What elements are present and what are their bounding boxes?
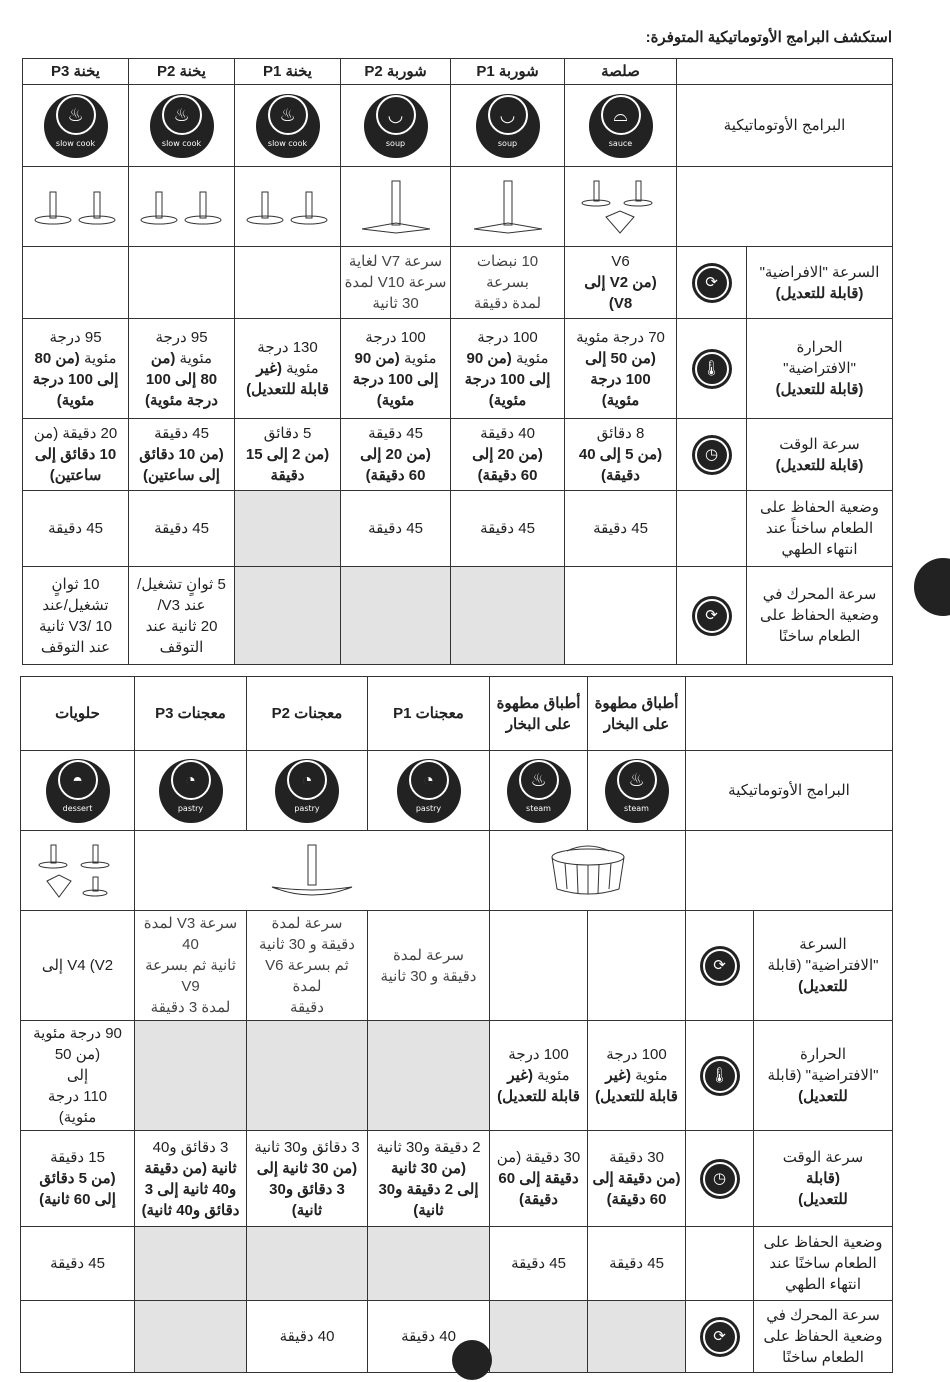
speed-sauce: V6 (من V2 إلى V8) bbox=[565, 247, 677, 319]
header-steam-1: أطباق مطهوة على البخار bbox=[588, 677, 686, 751]
time-soup-p1: 40 دقيقة (من 20 إلى 60 دقيقة) bbox=[451, 419, 565, 491]
kneading-blade-icon bbox=[135, 831, 490, 911]
timer-icon: ◷ bbox=[692, 435, 732, 475]
speed-icon: ⟳ bbox=[700, 946, 740, 986]
table-row bbox=[23, 491, 893, 567]
temp-label: الحرارة "الافتراضية" (قابلة للتعديل) bbox=[747, 319, 893, 419]
table-row bbox=[23, 59, 893, 85]
time-stew-p3: 20 دقيقة (من 10 دقائق إلى ساعتين) bbox=[23, 419, 129, 491]
empty-cell bbox=[686, 1227, 754, 1301]
empty-cell bbox=[451, 567, 565, 665]
speed-soup-p2: سرعة V7 لغاية سرعة V10 لمدة 30 ثانية bbox=[341, 247, 451, 319]
time-pastry-p1: 2 دقيقة و30 ثانية (من 30 ثانية إلى 2 دقيقة و30 ثانية) bbox=[368, 1131, 490, 1227]
pastry-icon: ◔ pastry bbox=[397, 759, 461, 823]
table-row bbox=[21, 1021, 893, 1131]
header-sauce: صلصة bbox=[565, 59, 677, 85]
empty-cell bbox=[235, 567, 341, 665]
slow-cook-icon: ♨ slow cook bbox=[44, 94, 108, 158]
empty-cell bbox=[686, 831, 893, 911]
motor-stew-p2: 5 ثوانٍ تشغيل/ عند V3/ 20 ثانية عند التوقف bbox=[129, 567, 235, 665]
header-empty bbox=[686, 677, 893, 751]
keepwarm-soup-p2: 45 دقيقة bbox=[341, 491, 451, 567]
temp-sauce: 70 درجة مئوية (من 50 إلى 100 درجة مئوية) bbox=[565, 319, 677, 419]
motor-pastry-p2: 40 دقيقة bbox=[247, 1301, 368, 1373]
keepwarm-steam-2: 45 دقيقة bbox=[490, 1227, 588, 1301]
thermometer-icon: 🌡 bbox=[692, 349, 732, 389]
speed-dessert: V4 (V2 إلى bbox=[21, 911, 135, 1021]
keepwarm-steam-1: 45 دقيقة bbox=[588, 1227, 686, 1301]
table-row bbox=[23, 319, 893, 419]
speed-icon: ⟳ bbox=[692, 263, 732, 303]
time-dessert: 15 دقيقة (من 5 دقائق إلى 60 ثانية) bbox=[21, 1131, 135, 1227]
time-pastry-p2: 3 دقائق و30 ثانية (من 30 ثانية إلى 3 دقائق و30 ثانية) bbox=[247, 1131, 368, 1227]
empty-cell bbox=[588, 911, 686, 1021]
empty-cell bbox=[588, 1301, 686, 1373]
table-row bbox=[23, 167, 893, 247]
pastry-icon: ◔ pastry bbox=[275, 759, 339, 823]
header-soup-p1: شوربة P1 bbox=[451, 59, 565, 85]
empty-cell bbox=[565, 567, 677, 665]
motor-label: سرعة المحرك في وضعية الحفاظ على الطعام ساخنًا bbox=[754, 1301, 893, 1373]
empty-cell bbox=[21, 1301, 135, 1373]
mixing-blade-icon bbox=[129, 167, 235, 247]
header-stew-p2: يخنة P2 bbox=[129, 59, 235, 85]
temp-soup-p1: 100 درجة مئوية (من 90 إلى 100 درجة مئوية) bbox=[451, 319, 565, 419]
time-stew-p1: 5 دقائق (من 2 إلى 15 دقيقة bbox=[235, 419, 341, 491]
keepwarm-dessert: 45 دقيقة bbox=[21, 1227, 135, 1301]
empty-cell bbox=[368, 1227, 490, 1301]
empty-cell bbox=[247, 1021, 368, 1131]
temp-steam-2: 100 درجة مئوية (غير قابلة للتعديل) bbox=[490, 1021, 588, 1131]
programs-table-1 bbox=[22, 58, 893, 665]
speed-label: السرعة "الافراضية" (قابلة للتعديل) bbox=[747, 247, 893, 319]
empty-cell bbox=[368, 1021, 490, 1131]
empty-cell bbox=[677, 167, 893, 247]
time-sauce: 8 دقائق (من 5 إلى 40 دقيقة) bbox=[565, 419, 677, 491]
blade-icon bbox=[341, 167, 451, 247]
header-pastry-p3: معجنات P3 bbox=[135, 677, 247, 751]
temp-stew-p2: 95 درجة مئوية (من 80 إلى 100 درجة مئوية) bbox=[129, 319, 235, 419]
header-steam-2: أطباق مطهوة على البخار bbox=[490, 677, 588, 751]
temp-stew-p3: 95 درجة مئوية (من 80 إلى 100 درجة مئوية) bbox=[23, 319, 129, 419]
keepwarm-sauce: 45 دقيقة bbox=[565, 491, 677, 567]
header-pastry-p2: معجنات P2 bbox=[247, 677, 368, 751]
temp-stew-p1: 130 درجة مئوية (غير قابلة للتعديل) bbox=[235, 319, 341, 419]
accessories-icon bbox=[21, 831, 135, 911]
temp-soup-p2: 100 درجة مئوية (من 90 إلى 100 درجة مئوية) bbox=[341, 319, 451, 419]
steam-icon: ♨ steam bbox=[605, 759, 669, 823]
empty-cell bbox=[247, 1227, 368, 1301]
empty-cell bbox=[135, 1021, 247, 1131]
time-steam-2: 30 دقيقة (من دقيقة إلى 60 دقيقة) bbox=[490, 1131, 588, 1227]
empty-cell bbox=[23, 247, 129, 319]
programs-table-2 bbox=[20, 676, 893, 1373]
steam-icon: ♨ steam bbox=[507, 759, 571, 823]
header-stew-p3: يخنة P3 bbox=[23, 59, 129, 85]
header-soup-p2: شوربة P2 bbox=[341, 59, 451, 85]
programs-label: البرامج الأوتوماتيكية bbox=[686, 751, 893, 831]
steam-basket-icon bbox=[490, 831, 686, 911]
empty-cell bbox=[490, 1301, 588, 1373]
time-steam-1: 30 دقيقة (من دقيقة إلى 60 دقيقة) bbox=[588, 1131, 686, 1227]
time-label: سرعة الوقت (قابلة للتعديل) bbox=[754, 1131, 893, 1227]
time-stew-p2: 45 دقيقة (من 10 دقائق إلى ساعتين) bbox=[129, 419, 235, 491]
temp-dessert: 90 درجة مئوية (من 50 إلى 110 درجة مئوية) bbox=[21, 1021, 135, 1131]
keepwarm-stew-p3: 45 دقيقة bbox=[23, 491, 129, 567]
empty-cell bbox=[135, 1301, 247, 1373]
table-row bbox=[21, 1227, 893, 1301]
side-tab-marker bbox=[914, 558, 950, 616]
table-row bbox=[23, 247, 893, 319]
temp-label: الحرارة "الافتراضية" (قابلة للتعديل) bbox=[754, 1021, 893, 1131]
header-pastry-p1: معجنات P1 bbox=[368, 677, 490, 751]
table-row bbox=[21, 751, 893, 831]
speed-icon: ⟳ bbox=[700, 1317, 740, 1357]
time-label: سرعة الوقت (قابلة للتعديل) bbox=[747, 419, 893, 491]
empty-cell bbox=[677, 491, 747, 567]
motor-stew-p3: 10 ثوانٍ تشغيل/عند V3/ 10 ثانية عند التوقف bbox=[23, 567, 129, 665]
table-row bbox=[21, 677, 893, 751]
table-row bbox=[23, 567, 893, 665]
speed-pastry-p1: سرعة لمدة دقيقة و 30 ثانية bbox=[368, 911, 490, 1021]
speed-pastry-p3: سرعة V3 لمدة 40 ثانية ثم بسرعة V9 لمدة 3 دقيقة bbox=[135, 911, 247, 1021]
sauce-icon: ⌓ sauce bbox=[589, 94, 653, 158]
table-row bbox=[21, 1131, 893, 1227]
motor-pastry-p1: 40 دقيقة bbox=[368, 1301, 490, 1373]
soup-icon: ◡ soup bbox=[476, 94, 540, 158]
keepwarm-label: وضعية الحفاظ على الطعام ساخناً عند انتهاء الطهي bbox=[747, 491, 893, 567]
empty-cell bbox=[129, 247, 235, 319]
blade-icon bbox=[451, 167, 565, 247]
slow-cook-icon: ♨ slow cook bbox=[256, 94, 320, 158]
temp-steam-1: 100 درجة مئوية (غير قابلة للتعديل) bbox=[588, 1021, 686, 1131]
timer-icon: ◷ bbox=[700, 1159, 740, 1199]
mixing-blade-icon bbox=[235, 167, 341, 247]
header-empty bbox=[677, 59, 893, 85]
speed-icon: ⟳ bbox=[692, 596, 732, 636]
speed-pastry-p2: سرعة لمدة دقيقة و 30 ثانية ثم بسرعة V6 لمدة دقيقة bbox=[247, 911, 368, 1021]
header-dessert: حلويات bbox=[21, 677, 135, 751]
pastry-icon: ◔ pastry bbox=[159, 759, 223, 823]
empty-cell bbox=[135, 1227, 247, 1301]
empty-cell bbox=[490, 911, 588, 1021]
table-row bbox=[21, 831, 893, 911]
empty-cell bbox=[235, 247, 341, 319]
motor-label: سرعة المحرك في وضعية الحفاظ على الطعام ساخنًا bbox=[747, 567, 893, 665]
empty-cell bbox=[235, 491, 341, 567]
page-marker bbox=[452, 1340, 492, 1380]
accessories-icon bbox=[565, 167, 677, 247]
page-title: استكشف البرامج الأوتوماتيكية المتوفرة: bbox=[645, 29, 892, 46]
table-row bbox=[21, 911, 893, 1021]
table-row bbox=[23, 419, 893, 491]
keepwarm-label: وضعية الحفاظ على الطعام ساخنًا عند انتهاء الطهي bbox=[754, 1227, 893, 1301]
time-soup-p2: 45 دقيقة (من 20 إلى 60 دقيقة) bbox=[341, 419, 451, 491]
keepwarm-soup-p1: 45 دقيقة bbox=[451, 491, 565, 567]
header-stew-p1: يخنة P1 bbox=[235, 59, 341, 85]
time-pastry-p3: 3 دقائق و40 ثانية (من دقيقة و40 ثانية إلى 3 دقائق و40 ثانية) bbox=[135, 1131, 247, 1227]
empty-cell bbox=[341, 567, 451, 665]
programs-label: البرامج الأوتوماتيكية bbox=[677, 85, 893, 167]
slow-cook-icon: ♨ slow cook bbox=[150, 94, 214, 158]
table-row bbox=[23, 85, 893, 167]
thermometer-icon: 🌡 bbox=[700, 1056, 740, 1096]
dessert-icon: ◓ dessert bbox=[46, 759, 110, 823]
speed-soup-p1: 10 نبضات بسرعة لمدة دقيقة bbox=[451, 247, 565, 319]
soup-icon: ◡ soup bbox=[364, 94, 428, 158]
keepwarm-stew-p2: 45 دقيقة bbox=[129, 491, 235, 567]
speed-label: السرعة "الافتراضية" (قابلة للتعديل) bbox=[754, 911, 893, 1021]
mixing-blade-icon bbox=[23, 167, 129, 247]
